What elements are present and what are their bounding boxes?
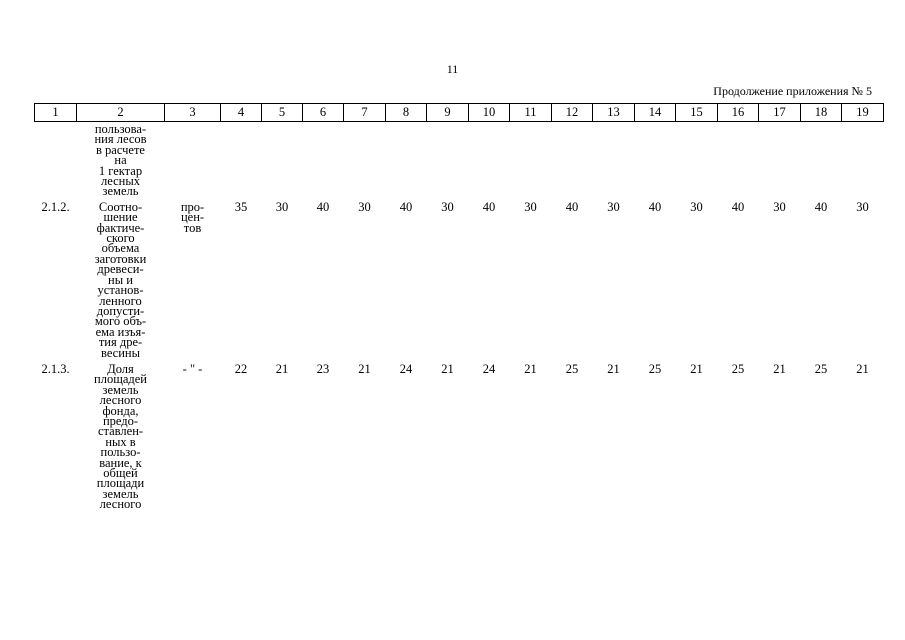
column-header-19: 19 bbox=[842, 104, 884, 122]
indicator-value bbox=[552, 363, 593, 510]
indicator-value bbox=[344, 201, 386, 363]
indicator-name bbox=[77, 201, 165, 363]
indicators-table bbox=[34, 103, 884, 510]
table-row bbox=[35, 201, 884, 363]
indicator-value-text: 23 bbox=[316, 361, 330, 376]
continuation-title: Продолжение приложения № 5 bbox=[713, 84, 872, 98]
column-header-7: 7 bbox=[344, 104, 386, 122]
indicator-value-text: 40 bbox=[565, 199, 579, 214]
indicator-value bbox=[635, 363, 676, 510]
indicator-value bbox=[221, 122, 262, 201]
indicator-value-text: 21 bbox=[856, 361, 869, 376]
indicator-value bbox=[676, 122, 718, 201]
column-header-8: 8 bbox=[386, 104, 427, 122]
column-header-3: 3 bbox=[165, 104, 221, 122]
indicator-value bbox=[262, 201, 303, 363]
indicator-value bbox=[801, 201, 842, 363]
indicator-value bbox=[427, 122, 469, 201]
indicator-value bbox=[552, 201, 593, 363]
indicator-value-text: 21 bbox=[773, 361, 786, 376]
column-header-10: 10 bbox=[469, 104, 510, 122]
indicator-unit-text: - " - bbox=[182, 361, 203, 376]
indicator-value-text: 40 bbox=[814, 199, 828, 214]
indicator-value-text: 40 bbox=[482, 199, 496, 214]
indicator-name-text: Доля площадей земель лесного фонда, предо- ставлен- ных в пользо- вание, к общей площади земель лесного bbox=[94, 361, 147, 512]
indicator-value bbox=[344, 363, 386, 510]
indicator-value-text: 30 bbox=[358, 199, 371, 214]
column-header-13: 13 bbox=[593, 104, 635, 122]
indicator-value bbox=[510, 363, 552, 510]
indicator-value-text: 21 bbox=[275, 361, 289, 376]
indicator-value bbox=[386, 363, 427, 510]
column-header-18: 18 bbox=[801, 104, 842, 122]
indicator-value bbox=[718, 363, 759, 510]
column-header-2: 2 bbox=[77, 104, 165, 122]
indicator-value-text: 21 bbox=[358, 361, 371, 376]
indicator-value-text: 22 bbox=[234, 361, 248, 376]
indicator-value bbox=[759, 201, 801, 363]
indicator-value-text: 24 bbox=[399, 361, 413, 376]
indicator-value bbox=[262, 363, 303, 510]
indicator-value bbox=[469, 363, 510, 510]
indicator-value-text: 40 bbox=[648, 199, 662, 214]
indicator-code bbox=[35, 122, 77, 201]
table-row bbox=[35, 363, 884, 510]
column-header-11: 11 bbox=[510, 104, 552, 122]
indicator-value bbox=[759, 122, 801, 201]
indicator-value-text: 30 bbox=[441, 199, 454, 214]
indicator-value bbox=[221, 363, 262, 510]
indicator-value bbox=[676, 363, 718, 510]
indicator-value-text: 30 bbox=[524, 199, 537, 214]
indicator-value bbox=[510, 122, 552, 201]
indicator-name-text: Соотно- шение фактиче- ского объема заготовки древеси- ны и установ- ленного допусти- мого объ- ема изъя- тия дре- весины bbox=[94, 199, 147, 360]
indicator-value-text: 21 bbox=[524, 361, 537, 376]
indicator-name-text: пользова- ния лесов в расчете на 1 гектар лесных земель bbox=[94, 122, 147, 199]
indicator-value bbox=[593, 122, 635, 201]
indicator-value bbox=[552, 122, 593, 201]
column-header-4: 4 bbox=[221, 104, 262, 122]
indicator-value bbox=[386, 201, 427, 363]
indicator-value-text: 21 bbox=[441, 361, 454, 376]
indicator-name bbox=[77, 122, 165, 201]
indicator-value bbox=[386, 122, 427, 201]
column-header-6: 6 bbox=[303, 104, 344, 122]
indicator-value bbox=[303, 201, 344, 363]
indicator-value bbox=[593, 363, 635, 510]
indicator-code-text: 2.1.2. bbox=[41, 199, 70, 214]
indicator-value bbox=[427, 201, 469, 363]
indicator-value-text: 30 bbox=[607, 199, 620, 214]
column-header-1: 1 bbox=[35, 104, 77, 122]
column-header-12: 12 bbox=[552, 104, 593, 122]
indicator-value-text: 25 bbox=[565, 361, 579, 376]
column-header-14: 14 bbox=[635, 104, 676, 122]
indicator-value-text: 25 bbox=[814, 361, 828, 376]
indicator-value bbox=[842, 122, 884, 201]
indicator-value-text: 21 bbox=[607, 361, 620, 376]
indicator-value bbox=[676, 201, 718, 363]
indicator-value bbox=[635, 122, 676, 201]
indicator-value-text: 25 bbox=[731, 361, 745, 376]
page-number: 11 bbox=[446, 62, 459, 76]
indicator-value-text: 30 bbox=[690, 199, 703, 214]
indicator-value bbox=[842, 363, 884, 510]
indicator-value bbox=[593, 201, 635, 363]
indicator-value bbox=[759, 363, 801, 510]
indicator-value bbox=[427, 363, 469, 510]
indicator-value bbox=[303, 363, 344, 510]
table-row bbox=[35, 122, 884, 201]
indicator-value bbox=[344, 122, 386, 201]
indicator-value-text: 21 bbox=[690, 361, 703, 376]
indicator-value bbox=[221, 201, 262, 363]
indicator-value-text: 40 bbox=[399, 199, 413, 214]
indicator-unit-text: про- цен- тов bbox=[180, 199, 205, 235]
indicator-value bbox=[303, 122, 344, 201]
indicator-value bbox=[801, 122, 842, 201]
indicator-unit bbox=[165, 363, 221, 510]
indicator-value bbox=[801, 363, 842, 510]
indicator-value-text: 30 bbox=[856, 199, 869, 214]
column-header-15: 15 bbox=[676, 104, 718, 122]
indicator-value-text: 25 bbox=[648, 361, 662, 376]
indicator-unit bbox=[165, 122, 221, 201]
indicator-code bbox=[35, 201, 77, 363]
column-header-5: 5 bbox=[262, 104, 303, 122]
column-header-16: 16 bbox=[718, 104, 759, 122]
indicator-code bbox=[35, 363, 77, 510]
header-row bbox=[35, 104, 884, 122]
indicator-value bbox=[842, 201, 884, 363]
indicator-value-text: 40 bbox=[731, 199, 745, 214]
column-header-17: 17 bbox=[759, 104, 801, 122]
indicator-value bbox=[718, 122, 759, 201]
indicator-code-text: 2.1.3. bbox=[41, 361, 70, 376]
column-header-9: 9 bbox=[427, 104, 469, 122]
indicator-value-text: 40 bbox=[316, 199, 330, 214]
indicator-value bbox=[469, 201, 510, 363]
indicator-value bbox=[635, 201, 676, 363]
indicator-value bbox=[718, 201, 759, 363]
indicator-value bbox=[469, 122, 510, 201]
indicator-value bbox=[262, 122, 303, 201]
indicator-value bbox=[510, 201, 552, 363]
indicator-value-text: 24 bbox=[482, 361, 496, 376]
indicator-value-text: 30 bbox=[275, 199, 289, 214]
indicator-name bbox=[77, 363, 165, 510]
indicator-value-text: 30 bbox=[773, 199, 786, 214]
indicator-value-text: 35 bbox=[234, 199, 248, 214]
indicator-unit bbox=[165, 201, 221, 363]
